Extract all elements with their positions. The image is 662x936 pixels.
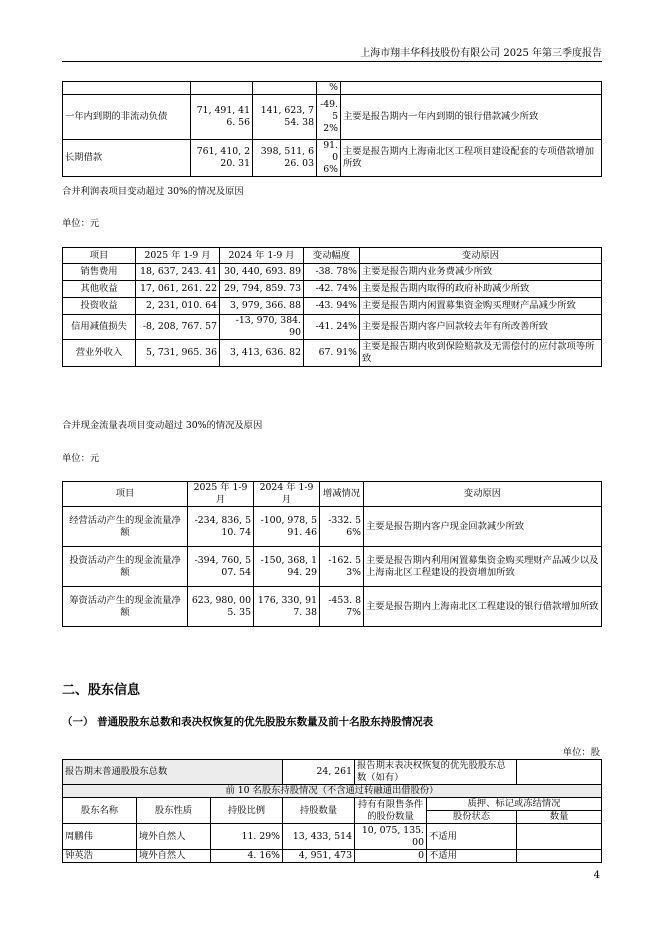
table-row bbox=[63, 264, 602, 281]
reason-cell: 主要是报告期内客户现金回款减少所致 bbox=[364, 507, 602, 547]
table-row bbox=[63, 547, 602, 587]
header-divider bbox=[62, 61, 602, 62]
table-row bbox=[63, 340, 602, 367]
reason-cell: 主要是报告期内收到保险赔款及无需偿付的应付款项等所致 bbox=[360, 340, 602, 367]
header-cell: 变动幅度 bbox=[304, 248, 360, 264]
table-row bbox=[63, 315, 602, 340]
value-cell: -13, 970, 384. 90 bbox=[220, 315, 304, 340]
table-row bbox=[63, 587, 602, 627]
item-cell: 筹资活动产生的现金流量净额 bbox=[63, 587, 188, 627]
pref-holders-label: 报告期末表决权恢复的优先股股东总数（如有） bbox=[355, 760, 517, 785]
value-cell: -100, 978, 591. 46 bbox=[254, 507, 320, 547]
pct-cell: -38. 78% bbox=[304, 264, 360, 281]
header-cell: 2024 年 1-9 月 bbox=[220, 248, 304, 264]
header-cell: 股东性质 bbox=[137, 798, 211, 824]
pct-cell: -43. 94% bbox=[304, 298, 360, 315]
holder-ratio: 4. 16% bbox=[211, 850, 283, 863]
item-cell: 信用减值损失 bbox=[63, 315, 136, 340]
value-cell: -8, 208, 767. 57 bbox=[136, 315, 220, 340]
value-cell: 18, 637, 243. 41 bbox=[136, 264, 220, 281]
holder-count bbox=[517, 850, 602, 863]
value-cell: -150, 368, 194. 29 bbox=[254, 547, 320, 587]
pct-cell: -49. 52% bbox=[317, 95, 341, 140]
section-subtitle: （一） 普通股股东总数和表决权恢复的优先股股东数量及前十名股东持股情况表 bbox=[62, 716, 434, 728]
page-header: 上海市翔丰华科技股份有限公司 2025 年第三季度报告 bbox=[360, 48, 602, 59]
holder-restricted: 10, 075, 135. 00 bbox=[355, 824, 427, 850]
pct-cell: -162. 53% bbox=[320, 547, 364, 587]
cashflow-unit: 单位：元 bbox=[62, 453, 100, 464]
item-cell: 投资收益 bbox=[63, 298, 136, 315]
item-cell: 经营活动产生的现金流量净额 bbox=[63, 507, 188, 547]
holder-restricted: 0 bbox=[355, 850, 427, 863]
cell bbox=[63, 82, 191, 95]
item-cell: 营业外收入 bbox=[63, 340, 136, 367]
cell bbox=[341, 82, 602, 95]
table-header-row bbox=[63, 482, 602, 507]
header-cell: 持股数量 bbox=[283, 798, 355, 824]
holder-status: 不适用 bbox=[427, 824, 517, 850]
header-cell: 持股比例 bbox=[211, 798, 283, 824]
cell: % bbox=[317, 82, 341, 95]
value-cell: 29, 794, 859. 73 bbox=[220, 281, 304, 298]
reason-cell: 主要是报告期内利用闲置募集资金购买理财产品减少以及上海南北区工程建设的投资增加所致 bbox=[364, 547, 602, 587]
cell bbox=[191, 82, 253, 95]
page-number: 4 bbox=[593, 870, 600, 881]
value-cell: -394, 760, 507. 54 bbox=[188, 547, 254, 587]
table-row bbox=[63, 82, 602, 95]
cashflow-heading: 合并现金流量表项目变动超过 30%的情况及原因 bbox=[62, 420, 263, 431]
value-cell: 141, 623, 754. 38 bbox=[253, 95, 317, 140]
value-cell: 398, 511, 626. 03 bbox=[253, 140, 317, 177]
reason-cell: 主要是报告期内取得的政府补助减少所致 bbox=[360, 281, 602, 298]
holder-nature: 境外自然人 bbox=[137, 850, 211, 863]
top10-label: 前 10 名股东持股情况（不含通过转融通出借股份） bbox=[63, 785, 602, 798]
pct-cell: -42. 74% bbox=[304, 281, 360, 298]
shares-unit: 单位：股 bbox=[562, 747, 600, 758]
cell bbox=[253, 82, 317, 95]
reason-cell: 主要是报告期内客户回款较去年有所改善所致 bbox=[360, 315, 602, 340]
table-row bbox=[63, 824, 602, 850]
value-cell: 761, 410, 220. 31 bbox=[191, 140, 253, 177]
holder-status: 不适用 bbox=[427, 850, 517, 863]
header-cell: 股份状态 bbox=[427, 811, 517, 824]
balance-change-table bbox=[62, 81, 602, 177]
holder-nature: 境外自然人 bbox=[137, 824, 211, 850]
table-header-row bbox=[63, 798, 602, 811]
holder-ratio: 11. 29% bbox=[211, 824, 283, 850]
table-row bbox=[63, 760, 602, 785]
reason-cell: 主要是报告期内闲置募集资金购买理财产品减少所致 bbox=[360, 298, 602, 315]
value-cell: 3, 979, 366. 88 bbox=[220, 298, 304, 315]
value-cell: 623, 980, 005. 35 bbox=[188, 587, 254, 627]
pct-cell: 91. 06% bbox=[317, 140, 341, 177]
pct-cell: -41. 24% bbox=[304, 315, 360, 340]
header-cell: 项目 bbox=[63, 248, 136, 264]
header-cell: 2025 年 1-9 月 bbox=[136, 248, 220, 264]
holder-name: 周鹏伟 bbox=[63, 824, 137, 850]
header-cell: 股东名称 bbox=[63, 798, 137, 824]
shareholder-table bbox=[62, 759, 602, 863]
header-cell: 项目 bbox=[63, 482, 188, 507]
header-cell: 变动原因 bbox=[364, 482, 602, 507]
header-cell: 2025 年 1-9 月 bbox=[188, 482, 254, 507]
holder-qty: 4, 951, 473 bbox=[283, 850, 355, 863]
income-unit: 单位：元 bbox=[62, 218, 100, 229]
pct-cell: -332. 56% bbox=[320, 507, 364, 547]
reason-cell: 主要是报告期内一年内到期的银行借款减少所致 bbox=[341, 95, 602, 140]
value-cell: 71, 491, 416. 56 bbox=[191, 95, 253, 140]
item-cell: 投资活动产生的现金流量净额 bbox=[63, 547, 188, 587]
reason-cell: 主要是报告期内上海南北区工程建设的银行借款增加所致 bbox=[364, 587, 602, 627]
value-cell: -234, 836, 510. 74 bbox=[188, 507, 254, 547]
income-heading: 合并利润表项目变动超过 30%的情况及原因 bbox=[62, 186, 244, 197]
pct-cell: 67. 91% bbox=[304, 340, 360, 367]
value-cell: 30, 440, 693. 89 bbox=[220, 264, 304, 281]
reason-cell: 主要是报告期内上海南北区工程项目建设配套的专项借款增加所致 bbox=[341, 140, 602, 177]
item-cell: 销售费用 bbox=[63, 264, 136, 281]
value-cell: 5, 731, 965. 36 bbox=[136, 340, 220, 367]
table-row bbox=[63, 95, 602, 140]
total-holders-value: 24, 261 bbox=[283, 760, 355, 785]
value-cell: 17, 061, 261. 22 bbox=[136, 281, 220, 298]
value-cell: 176, 330, 917. 38 bbox=[254, 587, 320, 627]
header-cell: 持有有限售条件的股份数量 bbox=[355, 798, 427, 824]
value-cell: 3, 413, 636. 82 bbox=[220, 340, 304, 367]
reason-cell: 主要是报告期内业务费减少所致 bbox=[360, 264, 602, 281]
item-cell: 一年内到期的非流动负债 bbox=[63, 95, 191, 140]
table-header-row bbox=[63, 248, 602, 264]
table-row bbox=[63, 850, 602, 863]
pct-cell: -453. 87% bbox=[320, 587, 364, 627]
value-cell: 2, 231, 010. 64 bbox=[136, 298, 220, 315]
income-change-table bbox=[62, 247, 602, 367]
table-row bbox=[63, 281, 602, 298]
section-title: 二、股东信息 bbox=[62, 683, 141, 698]
item-cell: 长期借款 bbox=[63, 140, 191, 177]
table-row bbox=[63, 140, 602, 177]
pref-holders-value bbox=[517, 760, 602, 785]
header-cell: 变动原因 bbox=[360, 248, 602, 264]
total-holders-label: 报告期末普通股股东总数 bbox=[63, 760, 283, 785]
header-cell: 数量 bbox=[517, 811, 602, 824]
header-cell: 增减情况 bbox=[320, 482, 364, 507]
cashflow-change-table bbox=[62, 481, 602, 627]
table-row bbox=[63, 785, 602, 798]
item-cell: 其他收益 bbox=[63, 281, 136, 298]
table-row bbox=[63, 507, 602, 547]
holder-name: 钟英浩 bbox=[63, 850, 137, 863]
table-row bbox=[63, 298, 602, 315]
holder-qty: 13, 433, 514 bbox=[283, 824, 355, 850]
header-cell: 2024 年 1-9 月 bbox=[254, 482, 320, 507]
header-cell: 质押、标记或冻结情况 bbox=[427, 798, 602, 811]
holder-count bbox=[517, 824, 602, 850]
